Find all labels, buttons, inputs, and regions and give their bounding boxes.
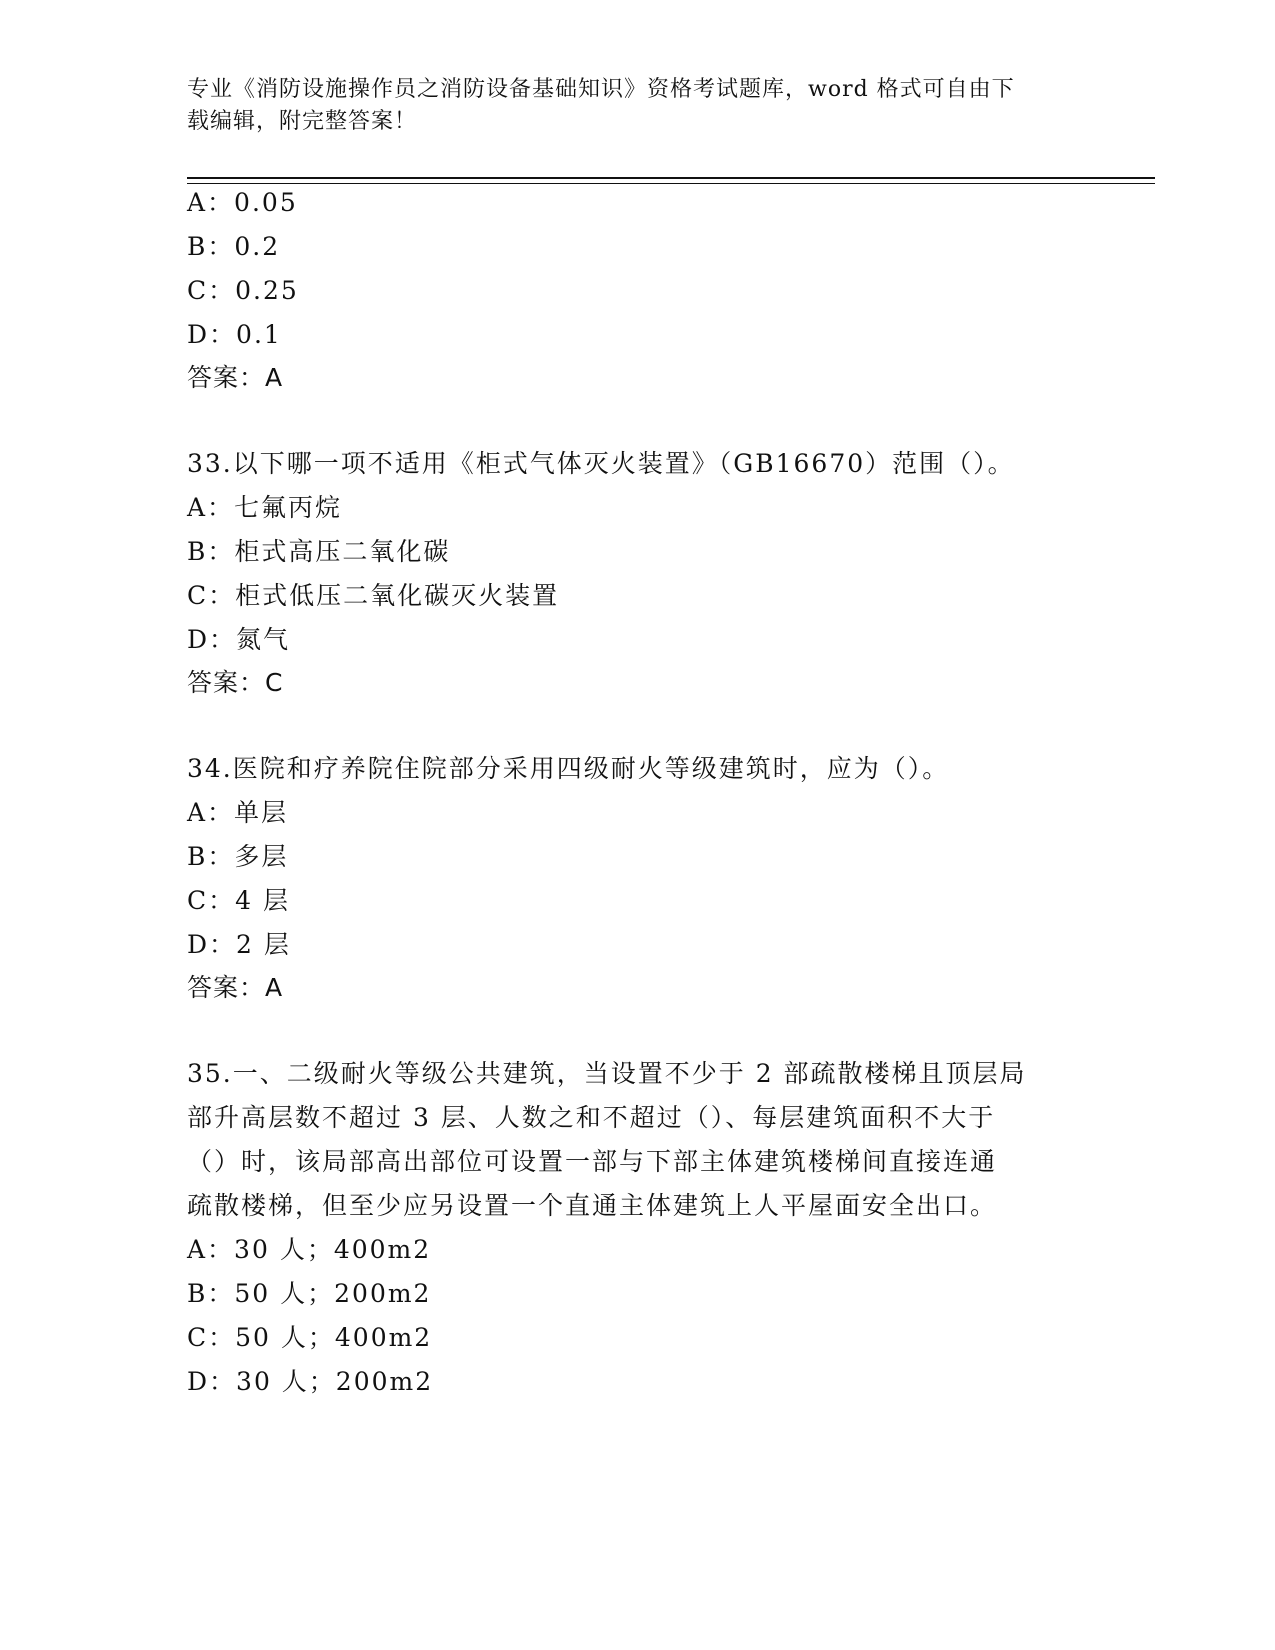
q35-question-line-1: 35.一、二级耐火等级公共建筑，当设置不少于 2 部疏散楼梯且顶层局 [187, 1059, 1027, 1088]
q34-option-d: D：2 层 [187, 930, 291, 959]
q35-question-line-3: （）时，该局部高出部位可设置一部与下部主体建筑楼梯间直接连通 [187, 1147, 998, 1176]
header-divider-thick [187, 177, 1155, 179]
q35-option-b: B：50 人；200m2 [187, 1279, 432, 1308]
q35-option-d: D：30 人；200m2 [187, 1367, 434, 1396]
q33-answer: 答案：C [187, 668, 284, 697]
q32-option-d: D：0.1 [187, 320, 282, 349]
q33-question: 33.以下哪一项不适用《柜式气体灭火装置》（GB16670）范围（）。 [187, 449, 1015, 478]
header-line-1: 专业《消防设施操作员之消防设备基础知识》资格考试题库，word 格式可自由下 [187, 77, 1015, 102]
q35-question-line-2: 部升高层数不超过 3 层、人数之和不超过（）、每层建筑面积不大于 [187, 1103, 996, 1132]
q35-option-c: C：50 人；400m2 [187, 1323, 433, 1352]
q32-option-a: A：0.05 [187, 188, 298, 217]
q35-option-a: A：30 人；400m2 [187, 1235, 432, 1264]
q34-option-b: B：多层 [187, 842, 289, 871]
q32-answer: 答案：A [187, 363, 284, 392]
q35-question-line-4: 疏散楼梯，但至少应另设置一个直通主体建筑上人平屋面安全出口。 [187, 1191, 998, 1220]
q33-option-a: A：七氟丙烷 [187, 493, 343, 522]
q34-answer: 答案：A [187, 973, 284, 1002]
q33-option-d: D：氮气 [187, 625, 291, 654]
q32-option-b: B：0.2 [187, 232, 281, 261]
q32-option-c: C：0.25 [187, 276, 299, 305]
q33-option-b: B：柜式高压二氧化碳 [187, 537, 451, 566]
document-header [187, 74, 1087, 138]
header-line-2: 载编辑，附完整答案！ [187, 109, 418, 134]
q34-option-c: C：4 层 [187, 886, 290, 915]
q34-question: 34.医院和疗养院住院部分采用四级耐火等级建筑时，应为（）。 [187, 754, 950, 783]
q34-option-a: A：单层 [187, 798, 289, 827]
q33-option-c: C：柜式低压二氧化碳灭火装置 [187, 581, 560, 610]
header-divider-thin [187, 183, 1155, 184]
